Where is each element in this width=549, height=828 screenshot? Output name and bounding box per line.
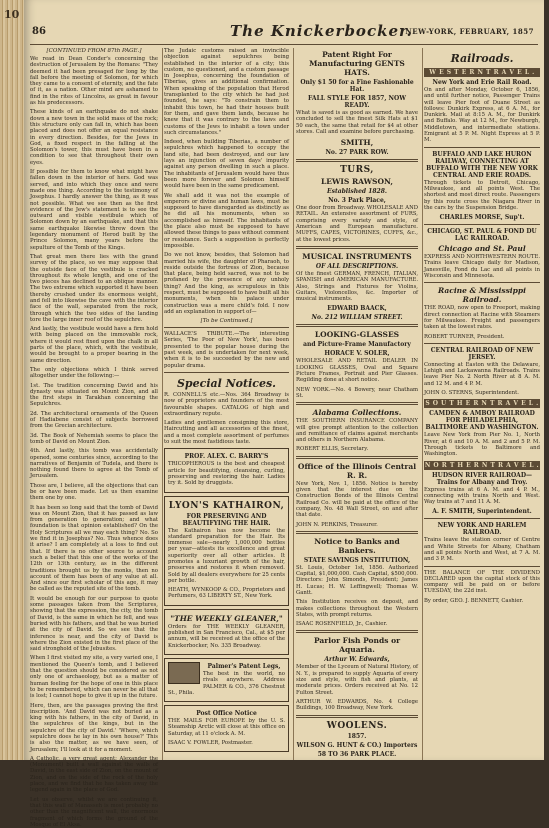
rail-body <box>424 362 540 396</box>
ad-title: LYON'S KATHAIRON, <box>168 500 285 511</box>
ad-line: ROBERT ELLIS, Secretary. <box>296 446 369 453</box>
ad-line: One door from Broadway. WHOLESALE AND RETAIL. An extensive assortment of FURS, comprising every variety and style, of American and European manufacture. MUFFS, CAPES, VICTORINES, CUFFS, &c., at the lowest prices. <box>296 205 418 243</box>
ad-body <box>168 461 285 486</box>
ad-palmer-legs <box>164 658 289 702</box>
paragraph: We read in Dean Conder's concerning the destruction of Jerusalem by the Romans: "They deemed it had been presaged for long by the fall before the meeting of Solomon, for which they came to a consent of eternity, and the fate of it, as a nation. Other mind are ashamed to find in the rites of Lincolns, as great in favour as his predecessors. <box>30 56 158 107</box>
ad-name: WILSON G. HUNT & CO.) Importers <box>296 741 418 749</box>
paragraph: Let us observe, whilst we are continuing it, that this wall of Manasseh is most probably no other than the magnificent wall, the enormous fragment of which forms the ground of the Mosque of El Aksa. <box>30 796 158 828</box>
ad-subtitle: OF ALL DESCRIPTIONS. <box>315 262 399 270</box>
ad-line: Of the finest GERMAN, FRENCH, ITALIAN, SPANISH and AMERICAN MANUFACTURE. Also, Strings and Fixtures for Violins, Guitars, Violoncellos, &c. Importer of musical instruments. <box>296 270 418 303</box>
rail-body <box>424 254 540 279</box>
rail-body <box>424 570 540 604</box>
ad-subtitle: FOR PRESERVING AND BEAUTIFYING THE HAIR. <box>182 512 271 527</box>
notice-paragraph: R. CONNELL'S etc.—Nos. 364 Broadway is now of proprietors and founders of the most favourable shapes. CATALOG of high and extraordinary repute. <box>164 391 289 417</box>
issue-date: NEW-YORK, FEBRUARY, 1857 <box>405 27 534 36</box>
ad-barry <box>164 448 289 492</box>
rail-line: Express trains at 6 A. M. and 4 P. M., connecting with trains North and West. Way trains at 7 and 11 A. M. <box>424 486 540 506</box>
ad-price: Only $1 50 for a Fine Fashionable Hat. <box>300 79 414 93</box>
ad-line: NEW YORK.—No. 4 Bowery, near Chatham St. <box>296 386 418 399</box>
ad-line: ISAAC V. FOWLER, Postmaster. <box>168 740 253 747</box>
ad-kathairon <box>164 496 289 606</box>
paragraph: We shall add it was not the example of emperors or divine and human laws, must be supposed to have disregarded as distinctly as he did all his monuments, when so accomplished as himself. The inhabitants of the place also must be supposed to have allowed these things to pass without comment or resistance. Such a supposition is perfectly impossible. <box>164 192 289 249</box>
ad-body <box>168 718 285 746</box>
ad-title: Notice to Banks and Bankers. <box>314 536 400 555</box>
article-body <box>30 56 158 828</box>
paragraph: Here, then, are the passages proving the first inscription. 'And David was not buried as a king with his fathers, in the city of David, in the sepulchres of the kings, but in the sepulchre of the city of David.' 'Where, which sepulchre does he lay in his own house?' This is also the matter, as we have seen, of Jerusalem; I'll look at it for a moment. <box>30 702 158 753</box>
continued-notice: [CONTINUED FROM 87th PAGE.] <box>46 48 142 54</box>
rail-name: A. F. SMITH, Superintendent. <box>432 508 532 516</box>
paragraph: These kinds of an earthquake do not shake down a new town in the solid mass of the rock; this structure only can fall in, which has been placed and does not offer an equal resistance in every direction. Besides, for the Jews in God, a fixed respect in the falling at the Solomon's tower, this must have been in a condition to see that throughout their own eyes. <box>30 109 158 166</box>
paragraph: Those are, I believe, all the objections that can be or have been made. Let us then examine them one by one. <box>30 482 158 502</box>
ad-name: HORACE V. SOLER, <box>324 350 390 358</box>
notice-paragraph: Ladies and gentlemen consigning this store, Haircutting and all accessories of the finest, and a most complete assortment of perfumes to suit the most fastidious taste. <box>164 420 289 446</box>
article-body-continued <box>164 48 289 315</box>
paragraph: Do we not know, besides, that Solomon had married his wife, the daughter of Pharaoh, to reside outside the fortress of Zion, because that place, being held sacred, was not to be profaned by the presence of any unholy thing? And the king, as scrupulous in this respect, must be supposed to have built all his monuments, when his palace under construction was a mere child's fold. I now add an explanation in support of— <box>164 252 290 315</box>
ad-line: TRICOPHEROUS is the best and cheapest article for beautifying, cleansing, curling, preserving and restoring the hair. Ladies try it. Sold by druggists. <box>168 461 285 487</box>
rail-line: EXPRESS AND NORTHWESTERN ROUTE. Trains leave Chicago daily for Madison, Janesville, Fond du Lac and all points in Wisconsin and Minnesota. <box>424 254 540 280</box>
divider <box>424 224 540 225</box>
rail-body <box>424 87 540 144</box>
leg-illustration-icon <box>168 662 200 684</box>
ad-subtitle: STATE SAVINGS INSTITUTION, <box>303 556 411 564</box>
divider <box>296 531 418 534</box>
ad-line: ISAAC ROSENFIELD, Jr., Cashier. <box>296 621 388 628</box>
divider <box>296 456 418 459</box>
rail-line: THE BALANCE OF THE DIVIDEND DECLARED upon the capital stock of this company will be paid on or before TUESDAY, the 22d inst. <box>424 569 540 595</box>
ad-title: Alabama Collections. <box>312 408 402 418</box>
ad-body <box>296 664 418 711</box>
section-band: S O U T H E R N T R A V E L . <box>425 400 539 408</box>
paragraph: 4th. And lastly, this tomb was accidentally opened, some centuries since, according to the narratives of Benjamin of Tudela, and there is nothing found there to agree at the Tomb of Jerusalem. <box>30 448 158 480</box>
ad-name: EDWARD BAACK, <box>327 305 387 313</box>
divider <box>424 343 540 344</box>
rail-title: Chicago and St. Paul <box>438 244 526 254</box>
rail-line: On and after Monday, October 6, 1856, and until further notice, Passenger Trains will leave Pier foot of Duane Street as follows: Dunkirk Express, at 6 A. M., for Dunkirk. Mail at 8:15 A. M., for Dunkirk and Buffalo. Way at 12 M., for Newburgh, Middletown, and intermediate stations. Emigrant at 5 P. M. Night Express at 5 P. M. <box>424 87 540 144</box>
ad-name: Arthur W. Edwards, <box>324 656 390 664</box>
masthead <box>30 22 538 45</box>
divider <box>296 402 418 405</box>
edge-page-number: 10 <box>4 8 20 21</box>
ad-line: This Institution receives on deposit, and makes collections throughout the Western States, with prompt returns. <box>296 599 418 618</box>
rail-line: Leave New York from Pier No. 1, North River, at 6 and 10 A. M. and 2 and 5 P. M. Through tickets to Baltimore and Washington. <box>424 432 540 458</box>
ad-body <box>296 271 418 302</box>
ad-title: Parlor Fish Ponds or Aquaria. <box>313 636 401 655</box>
rail-body <box>424 487 540 506</box>
paper-title: The Knickerbocker. <box>230 22 413 40</box>
ad-line: THE SOUTHERN INSURANCE COMPANY will give prompt attention to the collection and remittance of claims against merchants and others in Northern Alabama. <box>296 418 418 444</box>
rail-body <box>424 432 540 457</box>
column-3 <box>296 48 423 760</box>
book-edge <box>0 0 24 760</box>
paragraph: A Catholic, a very great agent; Alexander the (Monument) built a wall against the walls of David, in the east side of Zion, on the mount of Zion, and on the side of the rock of the holy place, and we find that he has taken away the legend again in the place of God. <box>30 755 158 794</box>
ad-body <box>168 528 285 600</box>
ad-title: MUSICAL INSTRUMENTS <box>302 251 412 261</box>
ad-name: SMITH, <box>340 138 374 148</box>
ad-body <box>296 205 418 243</box>
ad-title: "THE WEEKLY GLEANER," <box>170 613 283 623</box>
ad-address: No. 27 PARK ROW. <box>325 149 389 157</box>
ad-line: The best in the world, no rivals anywhere. Address PALMER & CO., 376 Chestnut St., Phila. <box>168 670 285 696</box>
ad-line: THE MAILS FOR EUROPE by the U. S. Steamship Arctic will close at this office on Saturday, at 11 o'clock A. M. <box>168 718 285 737</box>
ad-title: Patent Right For Manufacturing GENTS HATS. <box>309 50 405 77</box>
rail-title: HUDSON RIVER RAILROAD—Trains for Albany and Troy. <box>431 471 533 486</box>
ad-line: The Kathairon has now become the standard preparation for the Hair. Its immense sale—nearly 1,000,000 bottles per year—attests its excellence and great superiority over all other articles. It promotes a luxuriant growth of the hair, preserves and restores it when removed. Sold by all dealers everywhere for 25 cents per bottle. <box>168 527 285 584</box>
rail-line: JOHN O. STERNS, Superintendent. <box>424 390 519 397</box>
section-band: N O R T H E R N T R A V E L . <box>424 461 540 469</box>
ad-subtitle: and Picture-Frame Manufactory <box>303 341 411 349</box>
rail-title: Racine & Mississippi Railroad. <box>438 286 526 305</box>
page-number: 86 <box>32 26 46 37</box>
ad-line: ARTHUR W. EDWARDS, No. 4 College Buildings, 100 Broadway, New York. <box>296 698 418 712</box>
paragraph: If possible for them to know what might have fallen down in the interior of hers. God was served, and into which they once and were made one thing. According to the testimony of Josephus. I hardly answer the thing, as it was not possible. What we see then as the first evidence of the Jew's statement is to see the outward and visible vestibule which of Solomon down by an earthquake, and that this same earthquake likewise threw down the legendary monument of Herod built by the Prince Solomon, many years before the sepulture of the Tomb of the Kings. <box>30 169 158 251</box>
rail-title: CHICAGO, ST. PAUL & FOND DU LAC RAILROAD. <box>427 228 537 243</box>
ad-body <box>296 418 418 452</box>
divider <box>164 372 289 373</box>
to-be-continued: [To be Continued.] <box>200 318 253 325</box>
rail-line: ROBERT TURNER, President. <box>424 333 505 340</box>
ad-title: WOOLENS. <box>326 720 388 731</box>
paragraph: The only objections which I think served altogether under the following:— <box>30 366 158 380</box>
paragraph: It would be enough for our purpose to quote some passages taken from the Scriptures, showing that the expression, the city, the tomb of David, is the same in which he fell, and was buried with his fathers, and that he was buried at the city of David. So we see that the inference is near, and the city of David is where the Zion existed in the first place of the said stronghold of the Jebusites. <box>30 595 158 653</box>
paragraph: Indeed, when building Tiberias, a number of sepulchres which happened to occupy the land site, had been destroyed, and our law lays an injunction of seven days' impurity against any person dwelling in such a place. The inhabitants of Jerusalem would have thus been more forever and Solomon himself would have been in the same predicament. <box>164 139 289 190</box>
divider <box>296 159 418 162</box>
rail-title: BUFFALO AND LAKE HURON RAILWAY, CONNECTING AT BUFFALO WITH THE NEW YORK CENTRAL AND ERIE ROADS. <box>426 150 538 179</box>
ad-subtitle: Established 1828. <box>327 188 387 196</box>
paragraph: When I first visited my site, a very varied one, I mentioned the Queen's tomb, and I believed that the question should be considered as not only one of archaeology, but as a matter of human feeling for the hope of one in this place to be remembered, which can never be all that is lost; I cannot hope to give it up in the future. <box>30 655 158 700</box>
rail-title: NEW YORK AND HARLEM RAILROAD. <box>437 522 527 537</box>
ad-line: HEATH, WYNKOOP & CO., Proprietors and Perfumers, 63 LIBERTY ST., New York. <box>168 587 285 600</box>
rail-line: THE ROAD, now open to Freeport, making direct connection at Racine with Steamers for Milwaukee. Freight and passengers taken at the lowest rates. <box>424 305 540 331</box>
divider <box>424 518 540 519</box>
divider <box>296 246 418 249</box>
ad-address: No. 3 Park Place, <box>328 197 386 205</box>
wallace-notice: WALLACE'S TRIBUTE.—The interesting Series, 'The Poor of New York', has been presented to the popular house during the past week, and is undertaken for next week, when it is to be succeeded by the new and popular drama. <box>164 331 289 369</box>
section-band: W E S T E R N T R A V E L . <box>424 68 540 77</box>
newspaper-page <box>24 0 544 828</box>
ad-name: LEWIS RAWSON, <box>321 177 393 187</box>
ad-title: LOOKING-GLASSES <box>314 330 400 340</box>
paragraph: It has been so long said that the tomb of David was on Mount Zion, that it has passed as law from generation to generation; and what foundation is that opinion established? On the Holy Scriptures all we may each thing? No. So we find it in Josephus? No. Thus whence does it arise? I am completely at a loss to find out that. If there is no other source to account such a belief that this one of the works of the 12th or 13th century, as in the different traditions brought us by the monks, then no account of them has been of any value at all. And since our first scholar of this age, it may be called as the reputed site of the tomb. <box>30 504 158 593</box>
column-1 <box>30 48 163 828</box>
ad-weekly-gleaner <box>164 609 289 655</box>
ad-address: 58 TO 36 PARK PLACE. <box>317 750 397 758</box>
ad-line: Member of the Lyceum of Natural History, of N. Y., is prepared to supply Aquaria of every size and style, with fish and plants, at moderate prices. Orders received at No. 12 Fulton Street. <box>296 664 418 696</box>
ad-title: Office of the Illinois Central R. R. <box>297 461 417 480</box>
divider <box>296 715 418 718</box>
column-2 <box>164 48 294 760</box>
special-notices-heading: Special Notices. <box>176 376 277 390</box>
rail-line: Trains leave the station corner of Centre and White Streets for Albany, Chatham and all points North and West, at 7 A. M. and 3 P. M. <box>424 537 540 563</box>
paragraph: 3d. The Book of Nehemiah seems to place the tomb of David on Mount Zion. <box>30 432 158 445</box>
rail-title: CENTRAL RAILROAD OF NEW JERSEY. <box>430 346 534 361</box>
paragraph: And lastly, the vestibule would have a firm hold with being placed on the immovable rock, where it would rest fixed upon the chalk in all parts of the place, which, with the vestibule, would be brought to a proper bearing in the same direction. <box>30 326 158 364</box>
paragraph: That great men there lies with the grand survey of the place, so we may suppose that the outside face of the vestibule is cracked throughout its whole length, and one of the two pieces has declined to an oblique manner. The two extreme which supported it have been thereby crushed under its enormous weight, and fell into likewise the cave with the interior face of the wall, separated from the rock, through which the two sides of the landing tore the large inner roof of the sepulchre. <box>30 253 158 323</box>
divider <box>296 324 418 327</box>
ad-address: No. 212 WILLIAM STREET. <box>311 314 403 322</box>
ad-line: JOHN N. PERKINS, Treasurer. <box>296 521 378 528</box>
ad-line: WHOLESALE AND RETAIL DEALER IN LOOKING GLASSES, Oval and Square Picture Frames, Portrait and Pier Glasses. Regilding done at short notice. <box>296 358 418 384</box>
ad-line: What is saved is as good as earned. We have concluded to sell the finest Silk Hats at $1 50 each, the same that retail for $4 at other stores. Call and examine before purchasing. <box>296 110 418 135</box>
ad-title: PROF. ALEX. C. BARRY'S <box>184 453 269 461</box>
ad-body <box>296 565 418 628</box>
ad-body <box>296 481 418 528</box>
divider <box>424 147 540 148</box>
ad-title: TURS, <box>340 165 374 176</box>
rail-body <box>424 305 540 339</box>
paragraph: 2d. The architectural ornaments of the Queen of Hadiabene consist of subjects borrowed from the Grecian architecture. <box>30 410 158 430</box>
ad-title: Palmer's Patent Legs, <box>207 662 281 670</box>
special-notices <box>164 392 289 445</box>
ad-post-office <box>164 705 289 752</box>
divider <box>424 282 540 283</box>
paragraph: 1st. The tradition concerning David and his dynasty was situated on Mount Zion, and all the first steps in Tarakhan concerning the Sepulchres. <box>30 382 158 408</box>
ad-line: New York, Nov. 1, 1856. Notice is hereby given that the interest due on the Construction Bonds of the Illinois Central Railroad Co. will be paid at the office of the company, No. 48 Wall Street, on and after that date. <box>296 480 418 519</box>
rail-body <box>424 180 540 211</box>
paragraph: The Judaic customs raised an invincible objection against sepulchres being established in the interior of a city; this custom, no questioned, and a custom passage in Josephus, concerning the foundation of Tiberias, gives an additional confirmation. When speaking of the population that Herod transplanted to the city which he had just founded, he says: "To constrain them to inhabit this town, he had their houses built for them, and gave them lands, because he knew that it was contrary to the laws and customs of the Jews to inhabit a town under such circumstances." <box>164 48 289 136</box>
rail-line: Connecting at Easton with the Delaware, Lehigh and Lackawanna Railroads. Trains leave Pier No. 2 North River at 8 A. M. and 12 M. and 4 P. M. <box>424 361 540 387</box>
rail-body <box>424 537 540 562</box>
ad-body <box>296 110 418 135</box>
rail-title: CAMDEN & AMBOY RAILROAD FOR PHILADELPHIA, BALTIMORE AND WASHINGTON. <box>425 410 539 432</box>
divider <box>164 327 289 328</box>
rail-line: By order, GEO. J. BENNETT, Cashier. <box>424 597 524 604</box>
railroads-heading: Railroads. <box>450 52 514 65</box>
ad-body <box>296 358 418 399</box>
divider <box>424 566 540 567</box>
rail-title: New York and Erie Rail Road. <box>432 79 532 86</box>
ad-line: Orders for THE WEEKLY GLEANER, published in San Francisco, Cal., at $5 per annum, will be received at the office of the Knickerbocker, No. 335 Broadway. <box>168 623 285 649</box>
ad-year: 1857. <box>347 732 367 740</box>
rail-line: Through tickets to Detroit, Chicago, Milwaukee, and all points West. The shortest and most direct route. Passengers by this route cross the Niagara River in the cars by the Suspension Bridge. <box>424 179 540 211</box>
ad-subtitle: FALL STYLE FOR 1857, NOW READY. <box>308 95 406 109</box>
rail-name: CHARLES MORSE, Sup't. <box>439 214 525 222</box>
ad-title: Post Office Notice <box>196 710 257 718</box>
column-4 <box>424 48 540 760</box>
ad-line: St. Louis, October 1st, 1856. Authorized Capital, $1,000,000. Cash Capital, $500,000. Directors: John Simonds, President; James H. Lucas; H. W. Leffingwell; Thomas W. Gantt. <box>296 564 418 596</box>
divider <box>296 630 418 633</box>
ad-body <box>168 624 285 649</box>
